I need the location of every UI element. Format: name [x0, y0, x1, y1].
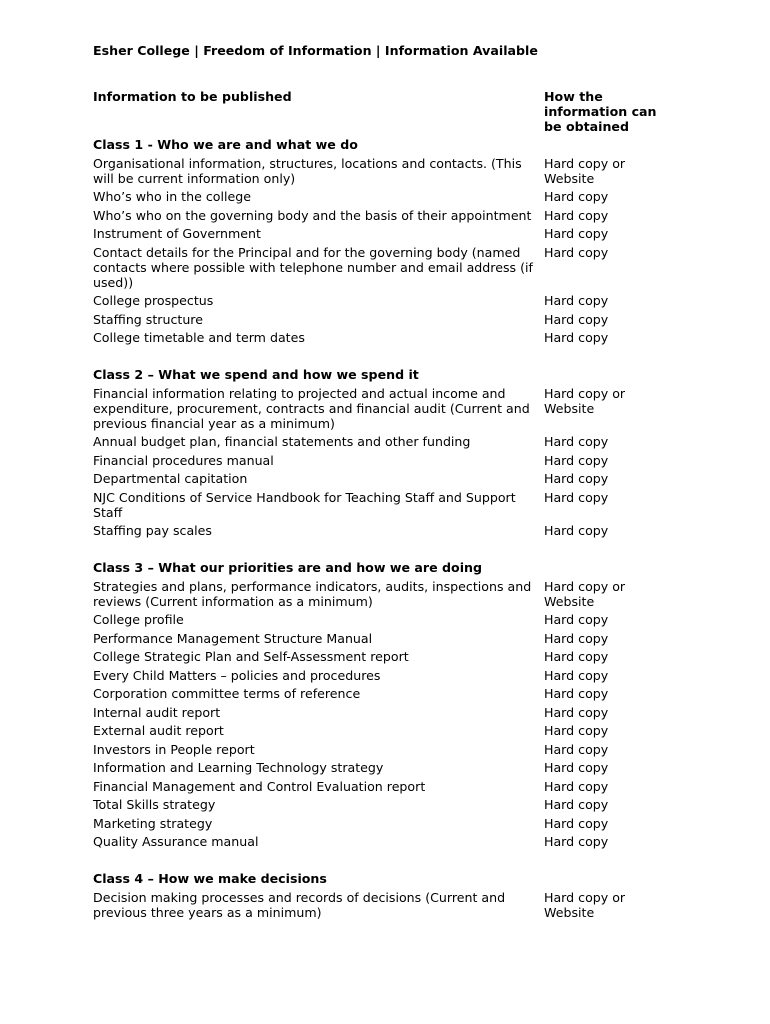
information-cell: Quality Assurance manual	[93, 834, 259, 849]
table-row	[93, 779, 673, 794]
information-cell: Total Skills strategy	[93, 797, 216, 812]
table-row	[93, 797, 673, 812]
information-cell: Every Child Matters – policies and procedures	[93, 667, 381, 683]
how-obtained-cell: Hard copy	[544, 741, 609, 757]
information-cell: College profile	[93, 612, 184, 627]
table-row	[93, 760, 673, 775]
table-row	[93, 816, 673, 831]
table-row	[93, 631, 673, 646]
how-obtained-cell: Hard copy	[544, 293, 609, 308]
document-page	[93, 43, 673, 923]
information-cell: Strategies and plans, performance indicators, audits, inspections and reviews (Current information as a minimum)	[93, 578, 532, 609]
table-row	[93, 686, 673, 701]
table-header	[93, 89, 673, 134]
information-cell: Performance Management Structure Manual	[93, 630, 373, 646]
how-obtained-cell: Hard copy	[544, 630, 609, 646]
class-section	[93, 560, 673, 849]
table-row	[93, 330, 673, 345]
column-header-how-obtained: How the information can be obtained	[544, 89, 657, 134]
how-obtained-cell: Hard copy	[544, 244, 609, 260]
how-obtained-cell: Hard copy	[544, 226, 609, 241]
information-cell: Who’s who on the governing body and the basis of their appointment	[93, 207, 532, 223]
information-cell: College Strategic Plan and Self-Assessment report	[93, 649, 409, 664]
table-row	[93, 386, 673, 431]
information-cell: NJC Conditions of Service Handbook for Teaching Staff and Support Staff	[93, 489, 516, 520]
information-cell: External audit report	[93, 723, 224, 738]
information-cell: Information and Learning Technology strategy	[93, 760, 384, 775]
table-row	[93, 834, 673, 849]
information-cell: Departmental capitation	[93, 471, 248, 486]
how-obtained-cell: Hard copy or Website	[544, 889, 626, 920]
class-heading: Class 4 – How we make decisions	[93, 871, 327, 886]
how-obtained-cell: Hard copy	[544, 489, 609, 505]
document-title: Esher College | Freedom of Information | Information Available	[93, 43, 538, 58]
table-row	[93, 490, 673, 520]
information-cell: Instrument of Government	[93, 226, 261, 241]
table-row	[93, 293, 673, 308]
how-obtained-cell: Hard copy	[544, 834, 609, 849]
table-row	[93, 156, 673, 186]
table-row	[93, 245, 673, 290]
table-row	[93, 226, 673, 241]
how-obtained-cell: Hard copy	[544, 612, 609, 627]
how-obtained-cell: Hard copy	[544, 471, 609, 486]
how-obtained-cell: Hard copy	[544, 311, 609, 327]
how-obtained-cell: Hard copy	[544, 207, 609, 223]
how-obtained-cell: Hard copy	[544, 686, 609, 701]
section-spacer	[93, 853, 673, 872]
class-heading: Class 1 - Who we are and what we do	[93, 137, 358, 152]
how-obtained-cell: Hard copy	[544, 649, 609, 664]
how-obtained-cell: Hard copy	[544, 778, 609, 794]
how-obtained-cell: Hard copy	[544, 452, 609, 468]
how-obtained-cell: Hard copy	[544, 434, 609, 449]
information-cell: Contact details for the Principal and for the governing body (named contacts where possible with telephone number and email address (if used))	[93, 244, 533, 290]
how-obtained-cell: Hard copy	[544, 797, 609, 812]
information-cell: Organisational information, structures, locations and contacts. (This will be current information only)	[93, 155, 522, 186]
table-row	[93, 434, 673, 449]
table-row	[93, 723, 673, 738]
how-obtained-cell: Hard copy	[544, 704, 609, 720]
information-cell: Staffing pay scales	[93, 523, 212, 538]
column-header-information: Information to be published	[93, 89, 292, 104]
class-section	[93, 367, 673, 538]
table-row	[93, 523, 673, 538]
how-obtained-cell: Hard copy	[544, 330, 609, 345]
how-obtained-cell: Hard copy	[544, 667, 609, 683]
class-section	[93, 871, 673, 920]
table-row	[93, 453, 673, 468]
how-obtained-cell: Hard copy or Website	[544, 155, 626, 186]
how-obtained-cell: Hard copy	[544, 523, 609, 538]
how-obtained-cell: Hard copy	[544, 815, 609, 831]
class-heading: Class 3 – What our priorities are and how we are doing	[93, 560, 483, 575]
information-cell: Staffing structure	[93, 311, 203, 327]
how-obtained-cell: Hard copy	[544, 760, 609, 775]
how-obtained-cell: Hard copy	[544, 723, 609, 738]
table-row	[93, 579, 673, 609]
table-row	[93, 649, 673, 664]
table-row	[93, 471, 673, 486]
table-row	[93, 890, 673, 920]
information-cell: Who’s who in the college	[93, 189, 251, 204]
information-cell: Financial information relating to projected and actual income and expenditure, procurement, contracts and financial audit (Current and previous financial year as a minimum)	[93, 385, 530, 431]
how-obtained-cell: Hard copy or Website	[544, 385, 626, 416]
information-cell: Financial Management and Control Evaluation report	[93, 778, 426, 794]
information-cell: Annual budget plan, financial statements and other funding	[93, 434, 471, 449]
table-row	[93, 189, 673, 204]
how-obtained-cell: Hard copy	[544, 189, 609, 204]
section-spacer	[93, 542, 673, 561]
information-cell: Decision making processes and records of decisions (Current and previous three years as a minimum)	[93, 889, 506, 920]
table-row	[93, 705, 673, 720]
table-row	[93, 612, 673, 627]
class-heading: Class 2 – What we spend and how we spend it	[93, 367, 419, 382]
table-row	[93, 668, 673, 683]
information-cell: Marketing strategy	[93, 815, 213, 831]
information-cell: Corporation committee terms of reference	[93, 686, 361, 701]
information-cell: College prospectus	[93, 293, 214, 308]
information-cell: Investors in People report	[93, 741, 255, 757]
information-cell: Financial procedures manual	[93, 452, 274, 468]
section-spacer	[93, 349, 673, 368]
table-row	[93, 312, 673, 327]
table-row	[93, 208, 673, 223]
class-section	[93, 137, 673, 345]
how-obtained-cell: Hard copy or Website	[544, 578, 626, 609]
information-cell: Internal audit report	[93, 704, 221, 720]
class-sections	[93, 137, 673, 920]
table-row	[93, 742, 673, 757]
information-cell: College timetable and term dates	[93, 330, 305, 345]
